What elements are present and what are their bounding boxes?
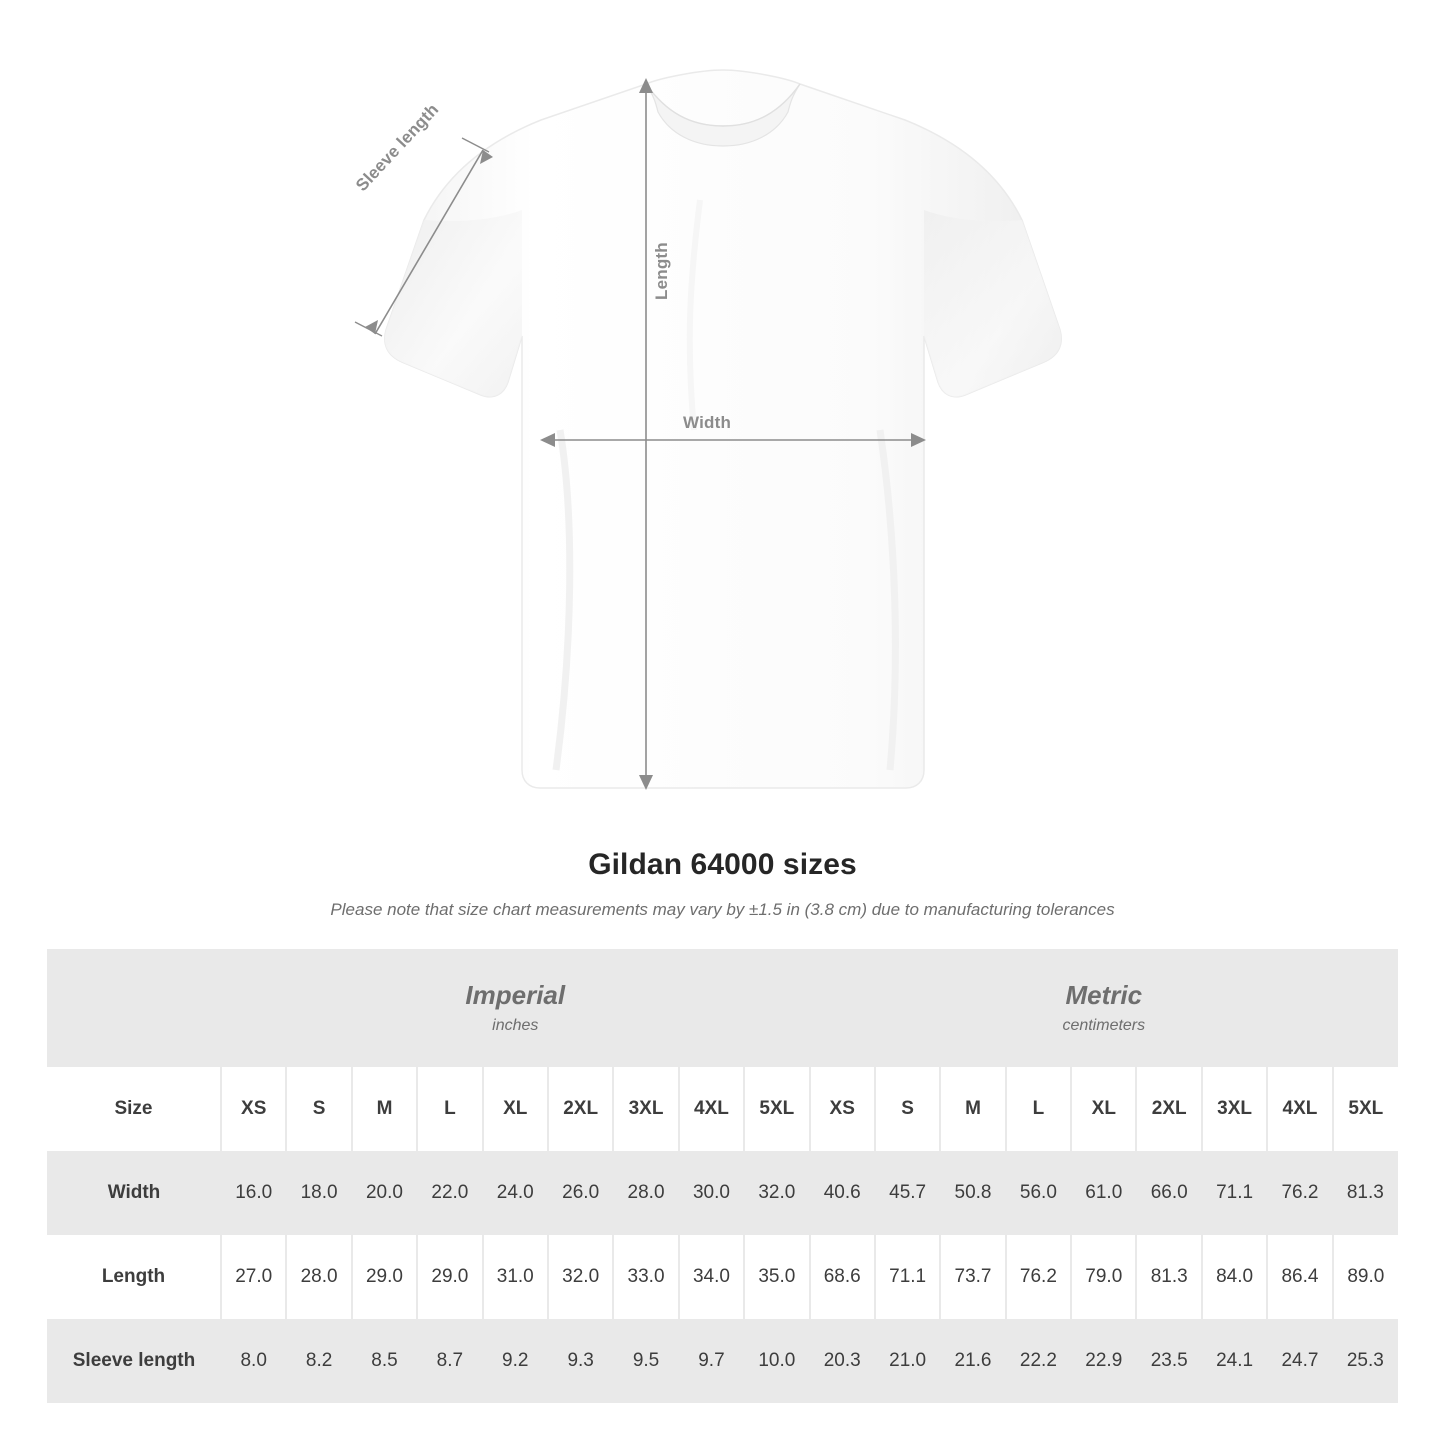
size-cell: 4XL xyxy=(1267,1067,1332,1151)
size-cell: 3XL xyxy=(1202,1067,1267,1151)
data-cell: 32.0 xyxy=(548,1235,613,1319)
data-cell: 71.1 xyxy=(875,1235,940,1319)
data-cell: 35.0 xyxy=(744,1235,809,1319)
right-sleeve xyxy=(924,210,1061,397)
row-label-length: Length xyxy=(47,1235,221,1319)
data-cell: 76.2 xyxy=(1006,1235,1071,1319)
data-cell: 22.9 xyxy=(1071,1319,1136,1403)
data-cell: 32.0 xyxy=(744,1151,809,1235)
data-cell: 9.3 xyxy=(548,1319,613,1403)
data-cell: 24.0 xyxy=(483,1151,548,1235)
page-title: Gildan 64000 sizes xyxy=(588,848,857,881)
data-cell: 33.0 xyxy=(613,1235,678,1319)
data-cell: 20.0 xyxy=(352,1151,417,1235)
data-cell: 30.0 xyxy=(679,1151,744,1235)
data-cell: 56.0 xyxy=(1006,1151,1071,1235)
size-cell: XS xyxy=(221,1067,286,1151)
size-cell: 4XL xyxy=(679,1067,744,1151)
data-cell: 18.0 xyxy=(286,1151,351,1235)
data-cell: 9.7 xyxy=(679,1319,744,1403)
data-cell: 50.8 xyxy=(940,1151,1005,1235)
data-cell: 86.4 xyxy=(1267,1235,1332,1319)
unit-header-row xyxy=(47,949,1398,1067)
data-cell: 8.2 xyxy=(286,1319,351,1403)
unit-header-blank xyxy=(47,949,221,1067)
data-cell: 29.0 xyxy=(352,1235,417,1319)
data-cell: 68.6 xyxy=(810,1235,875,1319)
width-label: Width xyxy=(683,413,732,432)
data-cell: 28.0 xyxy=(613,1151,678,1235)
title-block xyxy=(0,848,1445,920)
unit-header-metric xyxy=(810,949,1399,1067)
data-cell: 9.2 xyxy=(483,1319,548,1403)
size-cell: M xyxy=(352,1067,417,1151)
data-cell: 26.0 xyxy=(548,1151,613,1235)
data-cell: 79.0 xyxy=(1071,1235,1136,1319)
data-cell: 45.7 xyxy=(875,1151,940,1235)
data-cell: 8.7 xyxy=(417,1319,482,1403)
size-cell: XL xyxy=(1071,1067,1136,1151)
metric-sub: centimeters xyxy=(1062,1016,1146,1034)
unit-header-imperial xyxy=(221,949,810,1067)
data-cell: 31.0 xyxy=(483,1235,548,1319)
table-row xyxy=(47,1319,1398,1403)
data-cell: 27.0 xyxy=(221,1235,286,1319)
data-cell: 81.3 xyxy=(1333,1151,1398,1235)
data-cell: 24.7 xyxy=(1267,1319,1332,1403)
data-cell: 66.0 xyxy=(1136,1151,1201,1235)
size-cell: S xyxy=(286,1067,351,1151)
metric-name: Metric xyxy=(1065,980,1143,1011)
data-cell: 9.5 xyxy=(613,1319,678,1403)
size-cell: 5XL xyxy=(744,1067,809,1151)
row-label-sleeve-length: Sleeve length xyxy=(47,1319,221,1403)
size-header-label: Size xyxy=(47,1067,221,1151)
data-cell: 21.0 xyxy=(875,1319,940,1403)
size-cell: 3XL xyxy=(613,1067,678,1151)
size-table xyxy=(47,949,1398,1403)
imperial-name: Imperial xyxy=(465,980,566,1011)
data-cell: 23.5 xyxy=(1136,1319,1201,1403)
size-cell: L xyxy=(417,1067,482,1151)
data-cell: 10.0 xyxy=(744,1319,809,1403)
data-cell: 21.6 xyxy=(940,1319,1005,1403)
size-cell: 5XL xyxy=(1333,1067,1398,1151)
length-label: Length xyxy=(652,242,671,300)
table-row xyxy=(47,1151,1398,1235)
data-cell: 20.3 xyxy=(810,1319,875,1403)
data-cell: 24.1 xyxy=(1202,1319,1267,1403)
row-label-width: Width xyxy=(47,1151,221,1235)
data-cell: 22.2 xyxy=(1006,1319,1071,1403)
data-cell: 8.5 xyxy=(352,1319,417,1403)
data-cell: 40.6 xyxy=(810,1151,875,1235)
data-cell: 84.0 xyxy=(1202,1235,1267,1319)
data-cell: 16.0 xyxy=(221,1151,286,1235)
size-cell: 2XL xyxy=(1136,1067,1201,1151)
data-cell: 28.0 xyxy=(286,1235,351,1319)
size-cell: L xyxy=(1006,1067,1071,1151)
data-cell: 71.1 xyxy=(1202,1151,1267,1235)
left-sleeve xyxy=(385,210,522,397)
size-cell: M xyxy=(940,1067,1005,1151)
data-cell: 73.7 xyxy=(940,1235,1005,1319)
data-cell: 89.0 xyxy=(1333,1235,1398,1319)
data-cell: 22.0 xyxy=(417,1151,482,1235)
size-cell: 2XL xyxy=(548,1067,613,1151)
table-row xyxy=(47,1235,1398,1319)
data-cell: 81.3 xyxy=(1136,1235,1201,1319)
size-cell: XL xyxy=(483,1067,548,1151)
data-cell: 61.0 xyxy=(1071,1151,1136,1235)
size-cell: S xyxy=(875,1067,940,1151)
data-cell: 25.3 xyxy=(1333,1319,1398,1403)
data-cell: 8.0 xyxy=(221,1319,286,1403)
sleeve-length-label: Sleeve length xyxy=(352,99,443,195)
tolerance-note: Please note that size chart measurements may vary by ±1.5 in (3.8 cm) due to manufacturing tolerances xyxy=(330,900,1115,919)
data-cell: 29.0 xyxy=(417,1235,482,1319)
size-cell: XS xyxy=(810,1067,875,1151)
imperial-sub: inches xyxy=(492,1016,539,1034)
data-cell: 34.0 xyxy=(679,1235,744,1319)
size-table-wrapper xyxy=(47,949,1398,1403)
size-header-row xyxy=(47,1067,1398,1151)
data-cell: 76.2 xyxy=(1267,1151,1332,1235)
